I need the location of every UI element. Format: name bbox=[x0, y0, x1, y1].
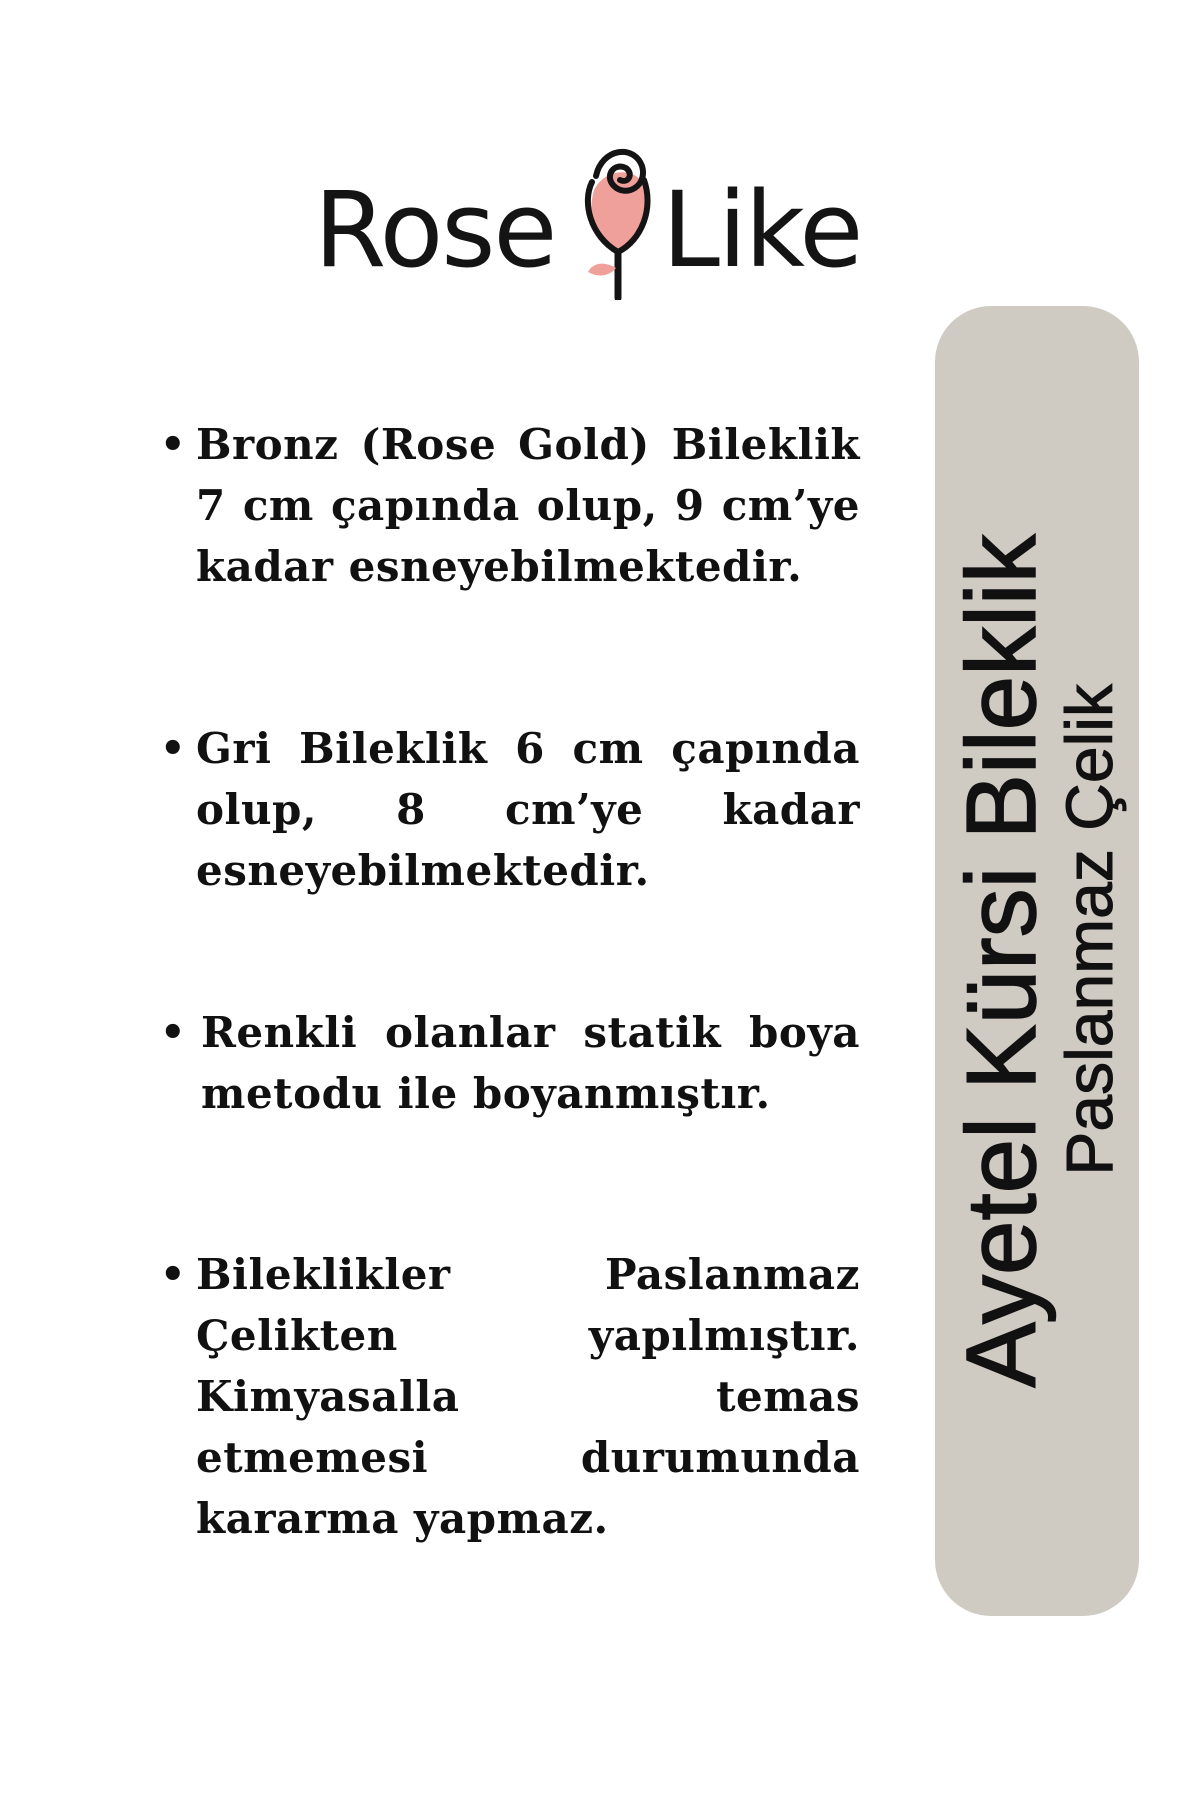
list-item-text: Renkli olanlar statik boya metodu ile boyanmıştır. bbox=[201, 1008, 860, 1118]
logo-word-rose: Rose bbox=[314, 169, 556, 291]
list-item bbox=[160, 1244, 860, 1549]
list-item bbox=[160, 1002, 860, 1124]
bullet-dot: • bbox=[160, 725, 186, 772]
list-item bbox=[160, 414, 860, 597]
list-item-text: Gri Bileklik 6 cm çapında olup, 8 cm’ye kadar esneyebilmektedir. bbox=[196, 724, 860, 895]
logo-word-like: Like bbox=[662, 169, 862, 291]
product-title: Ayetel Kürsi Bileklik bbox=[946, 534, 1056, 1388]
bullet-dot: • bbox=[160, 1009, 186, 1056]
list-item bbox=[160, 718, 860, 901]
product-material: Paslanmaz Çelik bbox=[1052, 684, 1126, 1176]
bullet-dot: • bbox=[160, 1251, 186, 1298]
list-item-text: Bileklikler Paslanmaz Çelikten yapılmıştır. Kimyasalla temas etmemesi durumunda kararma yapmaz. bbox=[196, 1250, 860, 1543]
bullet-dot: • bbox=[160, 421, 186, 468]
list-item-text: Bronz (Rose Gold) Bileklik 7 cm çapında olup, 9 cm’ye kadar esneyebilmektedir. bbox=[196, 420, 860, 591]
product-title-block bbox=[946, 534, 1126, 1388]
product-title-panel bbox=[935, 306, 1139, 1616]
